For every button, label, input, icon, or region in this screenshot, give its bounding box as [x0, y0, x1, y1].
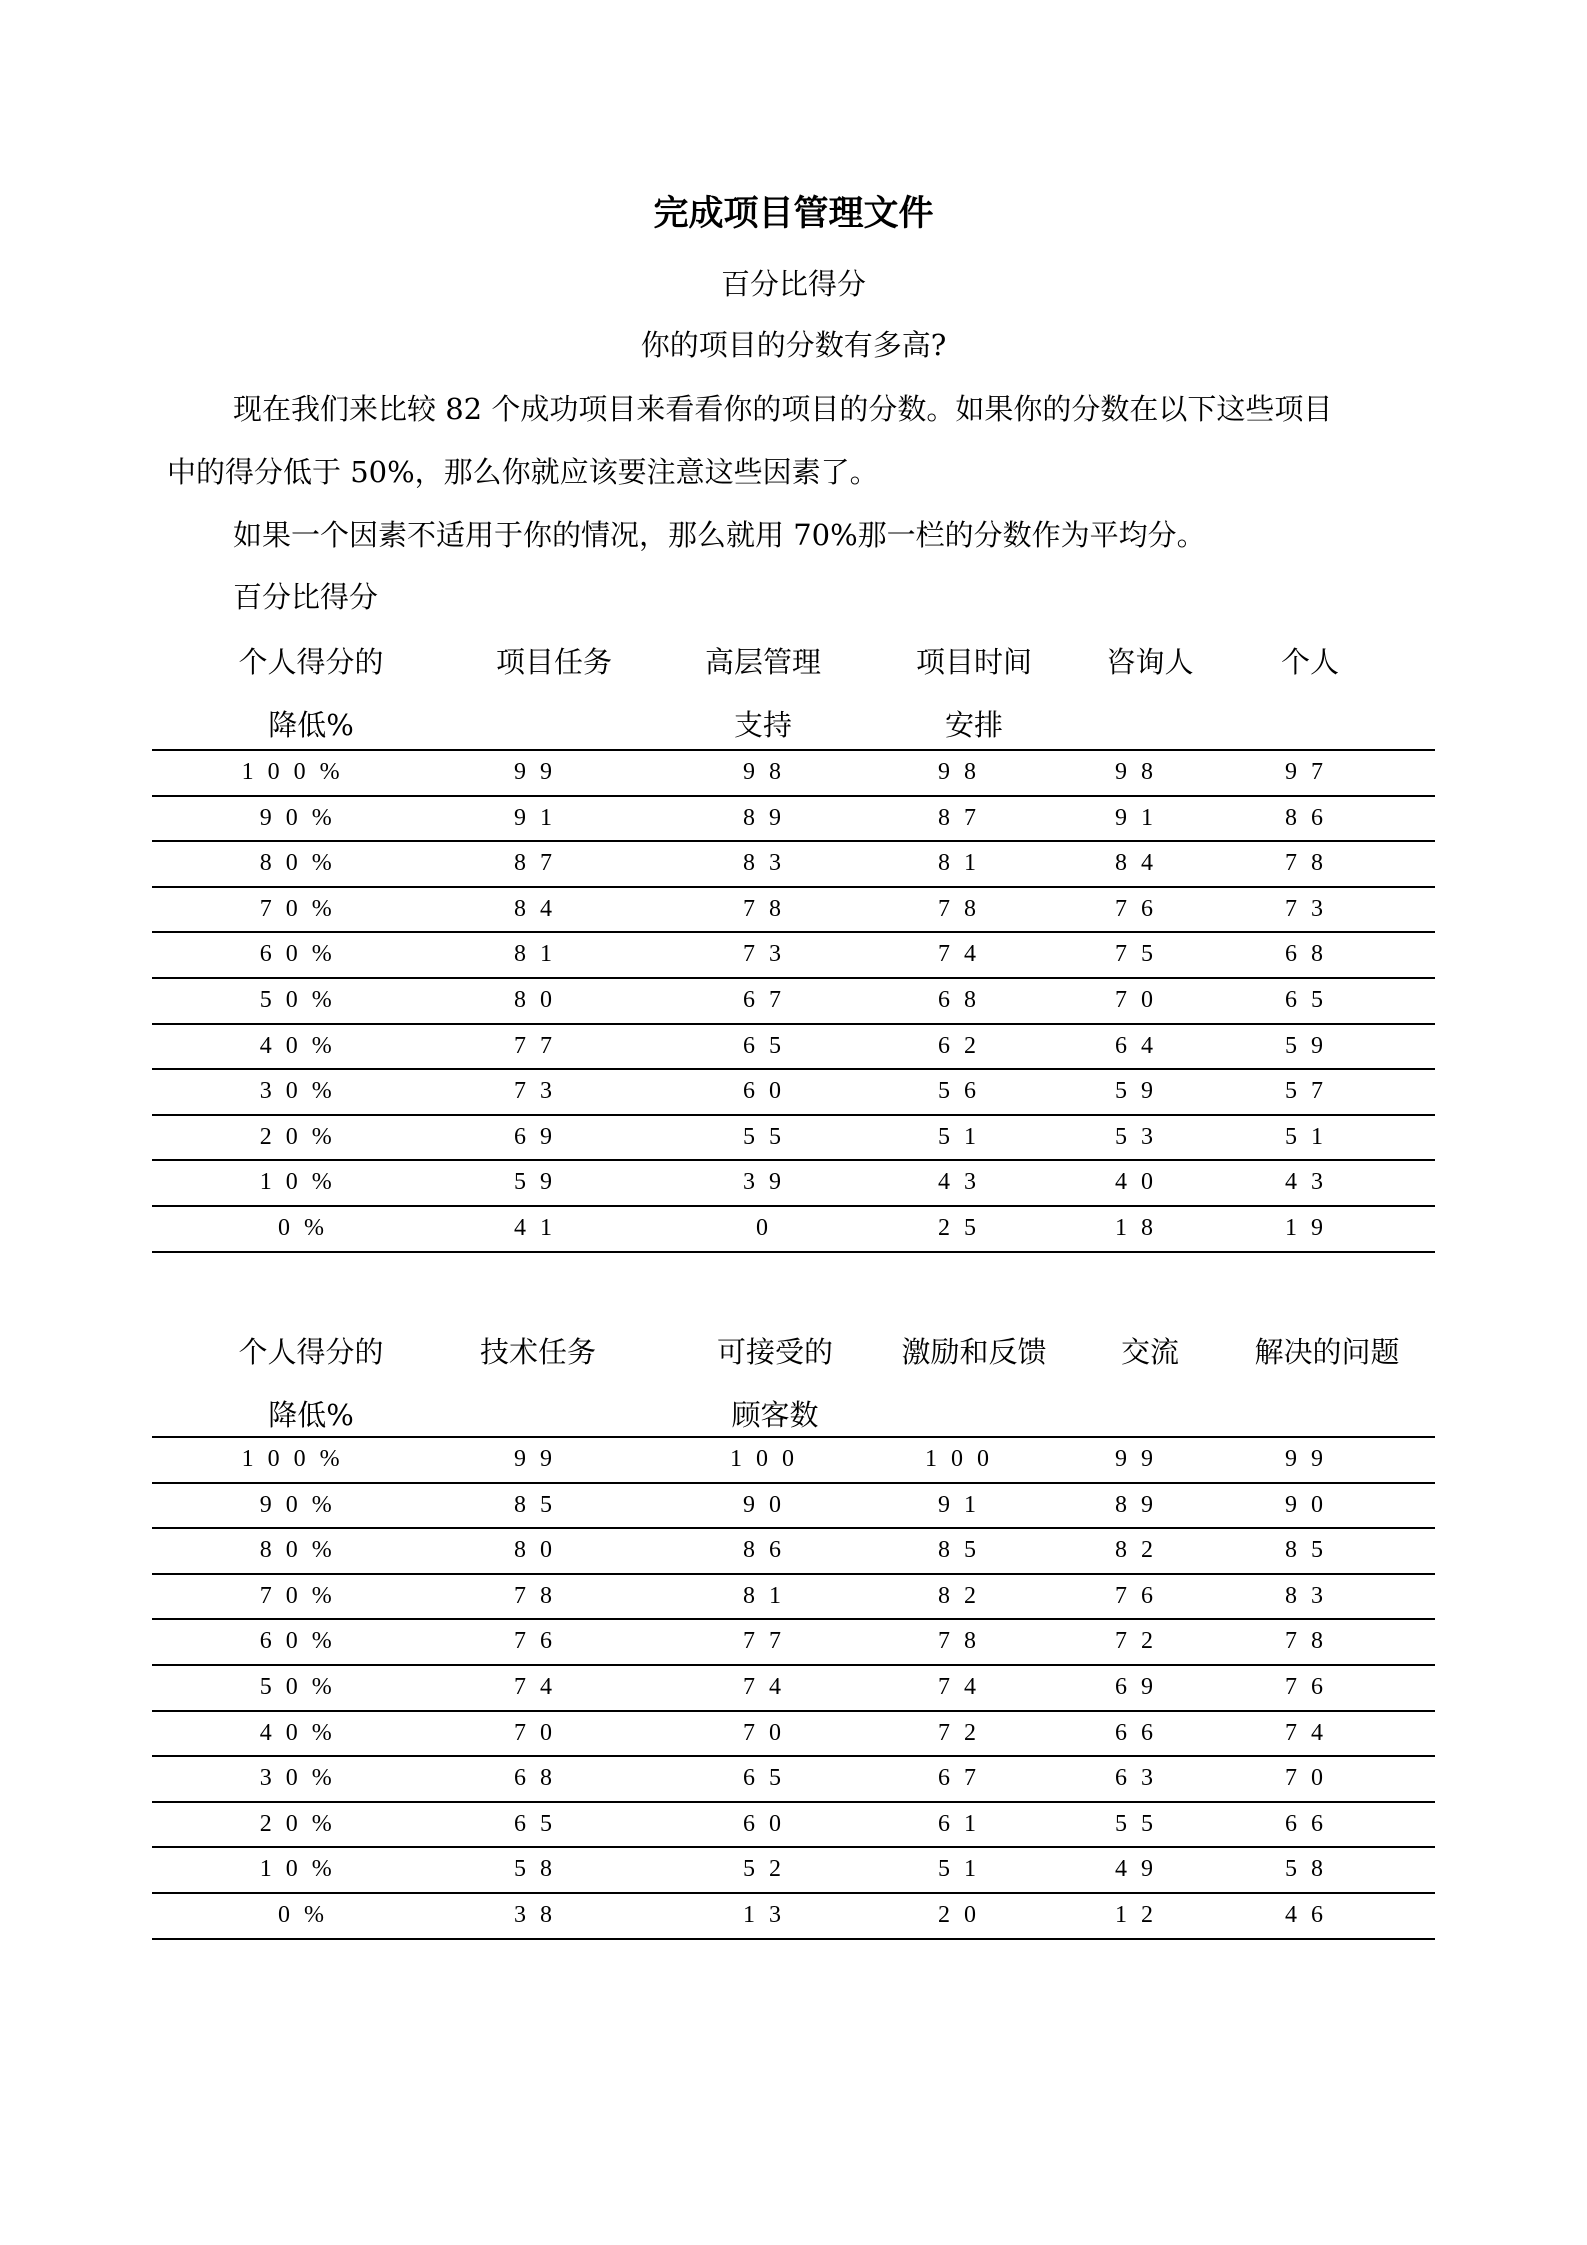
column-header: 技术任务 [479, 1335, 597, 1369]
score-cell: 66 [1115, 1719, 1167, 1746]
score-cell: 70 [514, 1719, 566, 1746]
table-rule [152, 977, 1435, 979]
column-header-line2: 降低% [268, 1398, 354, 1432]
score-cell: 100 [730, 1446, 808, 1472]
column-header: 咨询人 [1106, 645, 1194, 679]
table-rule [152, 1068, 1435, 1070]
percentile-cell: 50% [259, 987, 346, 1013]
score-cell: 78 [514, 1582, 566, 1609]
score-cell: 80 [514, 987, 566, 1013]
score-cell: 72 [938, 1719, 990, 1746]
subtitle: 百分比得分 [720, 267, 866, 301]
score-cell: 87 [938, 804, 990, 831]
table-rule [152, 1205, 1435, 1207]
score-cell: 89 [743, 804, 795, 831]
percentile-cell: 70% [259, 895, 346, 922]
percentile-cell: 20% [259, 1810, 346, 1837]
percentile-cell: 40% [259, 1719, 346, 1746]
score-cell: 90 [743, 1491, 795, 1518]
column-header: 个人得分的 [238, 1335, 384, 1369]
score-cell: 64 [1115, 1032, 1167, 1059]
score-cell: 46 [1285, 1902, 1337, 1928]
score-cell: 78 [1285, 850, 1337, 877]
score-cell: 99 [1115, 1446, 1167, 1472]
score-cell: 19 [1285, 1215, 1337, 1241]
score-cell: 97 [1285, 759, 1337, 785]
score-cell: 74 [938, 941, 990, 968]
score-cell: 12 [1115, 1902, 1167, 1928]
table-rule [152, 1114, 1435, 1116]
score-cell: 85 [514, 1491, 566, 1518]
score-cell: 90 [1285, 1491, 1337, 1518]
score-cell: 74 [1285, 1719, 1337, 1746]
score-cell: 74 [938, 1674, 990, 1700]
percentile-cell: 80% [259, 1537, 346, 1564]
score-cell: 85 [938, 1537, 990, 1564]
score-cell: 20 [938, 1902, 990, 1928]
percentile-cell: 80% [259, 850, 346, 877]
percentile-cell: 90% [259, 804, 346, 831]
score-cell: 82 [1115, 1537, 1167, 1564]
percentile-cell: 70% [259, 1582, 346, 1609]
score-cell: 70 [743, 1719, 795, 1746]
score-cell: 68 [1285, 941, 1337, 968]
score-cell: 25 [938, 1215, 990, 1241]
score-cell: 65 [1285, 987, 1337, 1013]
table-rule [152, 1482, 1435, 1484]
score-cell: 65 [743, 1765, 795, 1792]
score-cell: 98 [938, 759, 990, 785]
score-cell: 53 [1115, 1123, 1167, 1150]
score-cell: 86 [743, 1537, 795, 1564]
score-cell: 84 [1115, 850, 1167, 877]
column-header: 项目任务 [495, 645, 613, 679]
column-header: 交流 [1120, 1335, 1180, 1369]
table-rule [152, 1436, 1435, 1438]
table-rule [152, 749, 1435, 751]
table-rule [152, 1573, 1435, 1575]
column-header: 解决的问题 [1254, 1335, 1400, 1369]
score-cell: 85 [1285, 1537, 1337, 1564]
column-header: 个人得分的 [238, 645, 384, 679]
table-rule [152, 1251, 1435, 1253]
score-cell: 75 [1115, 941, 1167, 968]
column-header: 激励和反馈 [901, 1335, 1047, 1369]
table-rule [152, 1801, 1435, 1803]
table-rule [152, 886, 1435, 888]
score-cell: 82 [938, 1582, 990, 1609]
score-cell: 100 [925, 1446, 1003, 1472]
score-cell: 58 [514, 1856, 566, 1883]
percentile-cell: 40% [259, 1032, 346, 1059]
score-cell: 40 [1115, 1169, 1167, 1196]
score-cell: 78 [1285, 1628, 1337, 1655]
score-cell: 49 [1115, 1856, 1167, 1883]
score-cell: 81 [743, 1582, 795, 1609]
score-cell: 99 [514, 1446, 566, 1472]
score-cell: 87 [514, 850, 566, 877]
column-header: 可接受的 [716, 1335, 834, 1369]
score-cell: 60 [743, 1078, 795, 1105]
score-cell: 62 [938, 1032, 990, 1059]
score-cell: 80 [514, 1537, 566, 1564]
score-cell: 78 [938, 895, 990, 922]
score-cell: 59 [514, 1169, 566, 1196]
score-cell: 81 [938, 850, 990, 877]
percentile-cell: 90% [259, 1491, 346, 1518]
percentile-cell: 30% [259, 1078, 346, 1105]
page-title: 完成项目管理文件 [653, 194, 934, 234]
table-rule [152, 1938, 1435, 1940]
percentile-cell: 10% [259, 1169, 346, 1196]
column-header: 高层管理 [704, 645, 822, 679]
score-cell: 51 [938, 1123, 990, 1150]
table-rule [152, 1664, 1435, 1666]
score-cell: 70 [1115, 987, 1167, 1013]
percentile-cell: 100% [241, 759, 354, 785]
table-rule [152, 1023, 1435, 1025]
score-cell: 65 [514, 1810, 566, 1837]
score-cell: 59 [1115, 1078, 1167, 1105]
score-cell: 77 [514, 1032, 566, 1059]
score-cell: 77 [743, 1628, 795, 1655]
paragraph-line: 现在我们来比较 82 个成功项目来看看你的项目的分数。如果你的分数在以下这些项目 [233, 392, 1333, 426]
score-cell: 73 [514, 1078, 566, 1105]
score-cell: 59 [1285, 1032, 1337, 1059]
score-cell: 99 [1285, 1446, 1337, 1472]
score-cell: 67 [938, 1765, 990, 1792]
score-cell: 91 [1115, 804, 1167, 831]
score-cell: 0 [756, 1215, 782, 1241]
score-cell: 83 [1285, 1582, 1337, 1609]
table-rule [152, 1846, 1435, 1848]
score-cell: 41 [514, 1215, 566, 1241]
score-cell: 74 [743, 1674, 795, 1700]
score-cell: 99 [514, 759, 566, 785]
column-header-line2: 顾客数 [731, 1398, 819, 1432]
score-cell: 76 [514, 1628, 566, 1655]
score-cell: 78 [743, 895, 795, 922]
score-cell: 86 [1285, 804, 1337, 831]
score-cell: 73 [1285, 895, 1337, 922]
score-cell: 43 [938, 1169, 990, 1196]
score-cell: 81 [514, 941, 566, 968]
score-cell: 98 [1115, 759, 1167, 785]
score-cell: 83 [743, 850, 795, 877]
score-cell: 55 [1115, 1810, 1167, 1837]
score-cell: 76 [1115, 895, 1167, 922]
score-cell: 69 [514, 1123, 566, 1150]
score-cell: 51 [938, 1856, 990, 1883]
score-cell: 67 [743, 987, 795, 1013]
score-cell: 60 [743, 1810, 795, 1837]
score-cell: 68 [514, 1765, 566, 1792]
score-cell: 57 [1285, 1078, 1337, 1105]
score-cell: 13 [743, 1902, 795, 1928]
column-header: 项目时间 [915, 645, 1033, 679]
percentile-cell: 0% [278, 1902, 338, 1928]
table-rule [152, 1527, 1435, 1529]
score-cell: 69 [1115, 1674, 1167, 1700]
table-rule [152, 1618, 1435, 1620]
percentile-cell: 10% [259, 1856, 346, 1883]
score-cell: 18 [1115, 1215, 1167, 1241]
score-cell: 74 [514, 1674, 566, 1700]
section-label: 百分比得分 [233, 580, 379, 614]
percentile-cell: 20% [259, 1123, 346, 1150]
score-cell: 73 [743, 941, 795, 968]
score-cell: 68 [938, 987, 990, 1013]
score-cell: 76 [1285, 1674, 1337, 1700]
score-cell: 55 [743, 1123, 795, 1150]
score-cell: 98 [743, 759, 795, 785]
column-header-line2: 安排 [944, 708, 1004, 742]
table-rule [152, 1755, 1435, 1757]
score-cell: 61 [938, 1810, 990, 1837]
score-cell: 39 [743, 1169, 795, 1196]
score-cell: 63 [1115, 1765, 1167, 1792]
column-header: 个人 [1280, 645, 1340, 679]
score-cell: 56 [938, 1078, 990, 1105]
score-cell: 91 [938, 1491, 990, 1518]
score-cell: 52 [743, 1856, 795, 1883]
score-cell: 91 [514, 804, 566, 831]
column-header-line2: 支持 [733, 708, 793, 742]
score-cell: 43 [1285, 1169, 1337, 1196]
score-cell: 51 [1285, 1123, 1337, 1150]
score-cell: 65 [743, 1032, 795, 1059]
score-cell: 38 [514, 1902, 566, 1928]
percentile-cell: 60% [259, 941, 346, 968]
percentile-cell: 30% [259, 1765, 346, 1792]
score-cell: 58 [1285, 1856, 1337, 1883]
column-header-line2: 降低% [268, 708, 354, 742]
table-rule [152, 931, 1435, 933]
score-cell: 66 [1285, 1810, 1337, 1837]
table-rule [152, 840, 1435, 842]
score-cell: 72 [1115, 1628, 1167, 1655]
table-rule [152, 1892, 1435, 1894]
percentile-cell: 100% [241, 1446, 354, 1472]
score-cell: 76 [1115, 1582, 1167, 1609]
percentile-cell: 0% [278, 1215, 338, 1241]
score-cell: 84 [514, 895, 566, 922]
table-rule [152, 1710, 1435, 1712]
score-cell: 89 [1115, 1491, 1167, 1518]
percentile-cell: 60% [259, 1628, 346, 1655]
score-cell: 78 [938, 1628, 990, 1655]
question-heading: 你的项目的分数有多高? [640, 328, 947, 362]
table-rule [152, 795, 1435, 797]
percentile-cell: 50% [259, 1674, 346, 1700]
table-rule [152, 1159, 1435, 1161]
paragraph-note: 如果一个因素不适用于你的情况，那么就用 70%那一栏的分数作为平均分。 [233, 518, 1206, 552]
score-cell: 70 [1285, 1765, 1337, 1792]
paragraph-line: 中的得分低于 50%，那么你就应该要注意这些因素了。 [167, 455, 879, 489]
